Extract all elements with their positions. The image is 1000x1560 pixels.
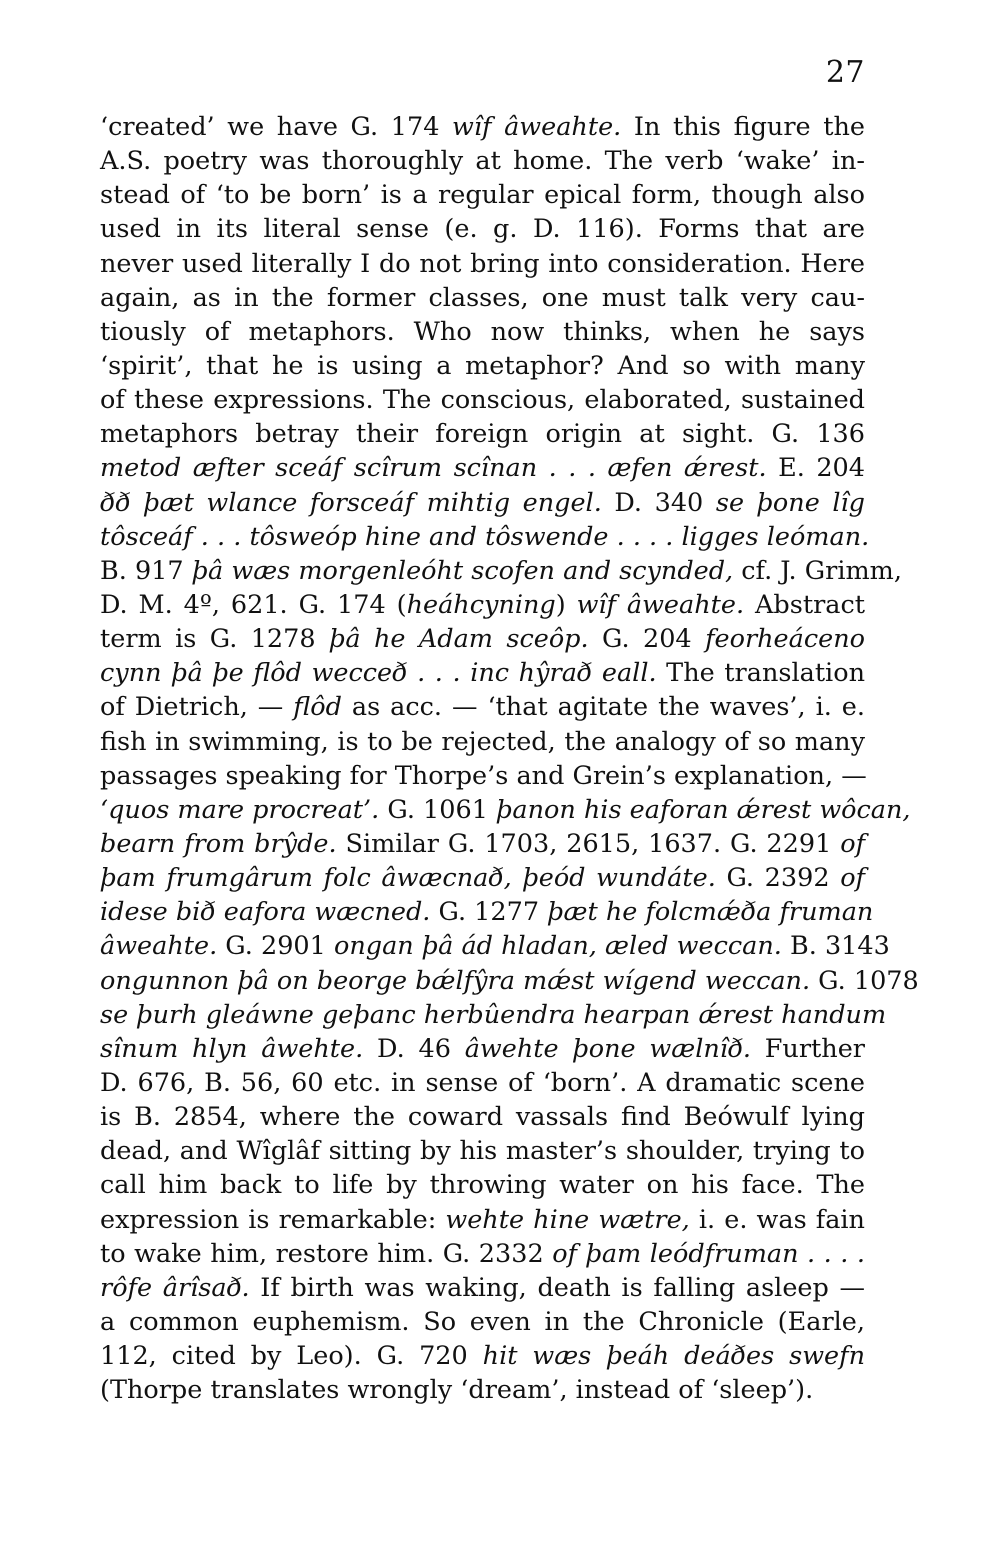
- text-segment: cf. J. Grimm,: [733, 555, 902, 586]
- italic-text-segment: âweahte.: [100, 931, 218, 962]
- text-segment: D. 676, B. 56, 60 etc. in sense of ‘born’. A dramatic scene: [100, 1067, 865, 1098]
- text-line: [100, 110, 865, 144]
- italic-text-segment: wehte hine wætre,: [445, 1204, 690, 1235]
- text-line: [100, 1066, 865, 1100]
- text-line: [100, 588, 865, 622]
- text-line: [100, 486, 865, 520]
- text-segment: ): [555, 589, 577, 620]
- italic-text-segment: feorheáceno: [705, 624, 865, 655]
- text-segment: 112, cited by Leo). G. 720: [100, 1341, 483, 1372]
- italic-text-segment: ongunnon þâ on beorge bǽlfŷra mǽst wígend weccan.: [100, 965, 811, 996]
- italic-text-segment: wîf âweahte.: [576, 589, 745, 620]
- text-segment: used in its literal sense (e. g. D. 116). Forms that are: [100, 214, 865, 245]
- text-segment: Further: [750, 1033, 865, 1064]
- italic-text-segment: heáhcyning: [406, 589, 556, 620]
- text-segment: ‘spirit’, that he is using a metaphor? And so with many: [100, 350, 865, 381]
- italic-text-segment: cynn þâ þe flôd wecceð . . . inc hŷrað eall.: [100, 658, 657, 689]
- text-line: [100, 281, 865, 315]
- text-line: [100, 349, 865, 383]
- italic-text-segment: þâ wæs morgenleóht scofen and scynded,: [191, 555, 734, 586]
- text-line: [100, 1271, 865, 1305]
- italic-text-segment: þæt he folcmǽða fruman: [547, 897, 874, 928]
- italic-text-segment: âwehte þone wælnîð.: [464, 1033, 751, 1064]
- text-segment: is B. 2854, where the coward vassals find Beówulf lying: [100, 1102, 865, 1133]
- text-segment: ‘created’ we have G. 174: [100, 112, 453, 142]
- text-line: [100, 1032, 865, 1066]
- text-line: [100, 861, 865, 895]
- text-line: [100, 827, 865, 861]
- text-line: [100, 178, 865, 212]
- text-line: [100, 998, 887, 1032]
- text-segment: of Dietrich, —: [100, 692, 294, 723]
- text-segment: again, as in the former classes, one must talk very cau-: [100, 282, 865, 313]
- text-segment: never used literally I do not bring into consideration. Here: [100, 248, 865, 279]
- text-segment: If birth was waking, death is falling asleep —: [249, 1272, 865, 1303]
- italic-text-segment: of: [840, 828, 866, 859]
- italic-text-segment: of: [840, 863, 865, 894]
- text-segment: D. 46: [363, 1033, 465, 1064]
- italic-text-segment: sînum hlyn âwehte.: [100, 1033, 364, 1064]
- text-segment: passages speaking for Thorpe’s and Grein’s explanation, —: [100, 760, 867, 791]
- page-number: 27: [825, 55, 865, 90]
- text-segment: D. 340: [601, 487, 716, 518]
- text-segment: In this figure the: [621, 112, 865, 142]
- text-line: [100, 759, 865, 793]
- text-segment: i. e. was fain: [689, 1204, 865, 1235]
- text-line: [100, 1100, 865, 1134]
- text-segment: to wake him, restore him. G. 2332: [100, 1238, 553, 1269]
- italic-text-segment: ‘quos mare procreat’.: [100, 794, 380, 825]
- italic-text-segment: ongan þâ ád hladan, æled weccan.: [333, 931, 782, 962]
- text-line: [100, 964, 919, 998]
- text-line: [100, 1168, 865, 1202]
- italic-text-segment: ðð þæt wlance forsceáf mihtig engel.: [100, 487, 602, 518]
- italic-text-segment: þam frumgârum folc âwæcnað, þeód wundáte.: [100, 863, 716, 894]
- italic-text-segment: se þone lîg: [715, 487, 865, 518]
- text-segment: G. 1277: [430, 897, 548, 928]
- text-segment: a common euphemism. So even in the Chronicle (Earle,: [100, 1306, 865, 1337]
- italic-text-segment: se þurh gleáwne geþanc herbûendra hearpan ǽrest handum: [100, 999, 887, 1030]
- text-segment: G. 2392: [715, 863, 841, 894]
- text-segment: expression is remarkable:: [100, 1204, 446, 1235]
- text-line: [100, 895, 874, 929]
- text-line: [100, 656, 865, 690]
- italic-text-segment: þanon his eaforan ǽrest wôcan,: [496, 794, 911, 825]
- italic-text-segment: flôd: [293, 692, 342, 723]
- text-line: [100, 1339, 865, 1373]
- text-segment: dead, and Wîglâf sitting by his master’s shoulder, trying to: [100, 1136, 865, 1167]
- text-segment: G. 1078: [810, 965, 919, 996]
- text-segment: call him back to life by throwing water on his face. The: [100, 1170, 865, 1201]
- text-segment: tiously of metaphors. Who now thinks, when he says: [100, 316, 865, 347]
- text-segment: B. 3143: [781, 931, 890, 962]
- italic-text-segment: of þam leódfruman . . . .: [552, 1238, 865, 1269]
- text-segment: A.S. poetry was thoroughly at home. The verb ‘wake’ in-: [100, 146, 865, 177]
- text-line: [100, 1237, 865, 1271]
- text-segment: D. M. 4º, 621. G. 174 (: [100, 589, 407, 620]
- text-line: [100, 1305, 865, 1339]
- italic-text-segment: wîf âweahte.: [452, 112, 622, 142]
- text-segment: B. 917: [100, 555, 192, 586]
- text-segment: E. 204: [766, 453, 865, 484]
- text-line: [100, 383, 865, 417]
- text-line: [100, 929, 890, 963]
- body-text: [100, 110, 919, 1407]
- italic-text-segment: þâ he Adam sceôp.: [329, 624, 589, 655]
- text-line: [100, 212, 865, 246]
- text-line: [100, 1373, 865, 1407]
- text-segment: as acc. — ‘that agitate the waves’, i. e.: [341, 692, 865, 723]
- text-line: [100, 451, 865, 485]
- text-segment: of these expressions. The conscious, elaborated, sustained: [100, 385, 865, 416]
- text-line: [100, 315, 865, 349]
- italic-text-segment: rôfe ârîsað.: [100, 1272, 250, 1303]
- text-segment: metaphors betray their foreign origin at sight. G. 136: [100, 419, 865, 450]
- text-line: [100, 690, 865, 724]
- italic-text-segment: hit wæs þeáh deáðes swefn: [482, 1341, 865, 1372]
- italic-text-segment: metod æfter sceáf scîrum scînan . . . æfen ǽrest.: [100, 453, 767, 484]
- text-segment: G. 204: [588, 624, 706, 655]
- text-segment: G. 2901: [217, 931, 334, 962]
- text-segment: Similar G. 1703, 2615, 1637. G. 2291: [336, 828, 841, 859]
- text-segment: Abstract: [744, 589, 865, 620]
- text-line: [100, 725, 865, 759]
- text-line: [100, 247, 865, 281]
- text-segment: fish in swimming, is to be rejected, the analogy of so many: [100, 726, 865, 757]
- text-line: [100, 554, 902, 588]
- text-segment: The translation: [656, 658, 865, 689]
- text-segment: G. 1061: [379, 794, 497, 825]
- text-line: [100, 417, 865, 451]
- text-line: [100, 1203, 865, 1237]
- text-segment: stead of ‘to be born’ is a regular epical form, though also: [100, 180, 865, 211]
- text-line: [100, 793, 911, 827]
- text-segment: (Thorpe translates wrongly ‘dream’, instead of ‘sleep’).: [100, 1375, 814, 1406]
- text-line: [100, 144, 865, 178]
- text-line: [100, 1134, 865, 1168]
- text-line: [100, 622, 865, 656]
- italic-text-segment: idese bið eafora wæcned.: [100, 897, 431, 928]
- italic-text-segment: bearn from brŷde.: [100, 828, 337, 859]
- text-line: [100, 520, 870, 554]
- italic-text-segment: tôsceáf . . . tôsweóp hine and tôswende . . . . ligges leóman.: [100, 521, 870, 552]
- text-segment: term is G. 1278: [100, 624, 330, 655]
